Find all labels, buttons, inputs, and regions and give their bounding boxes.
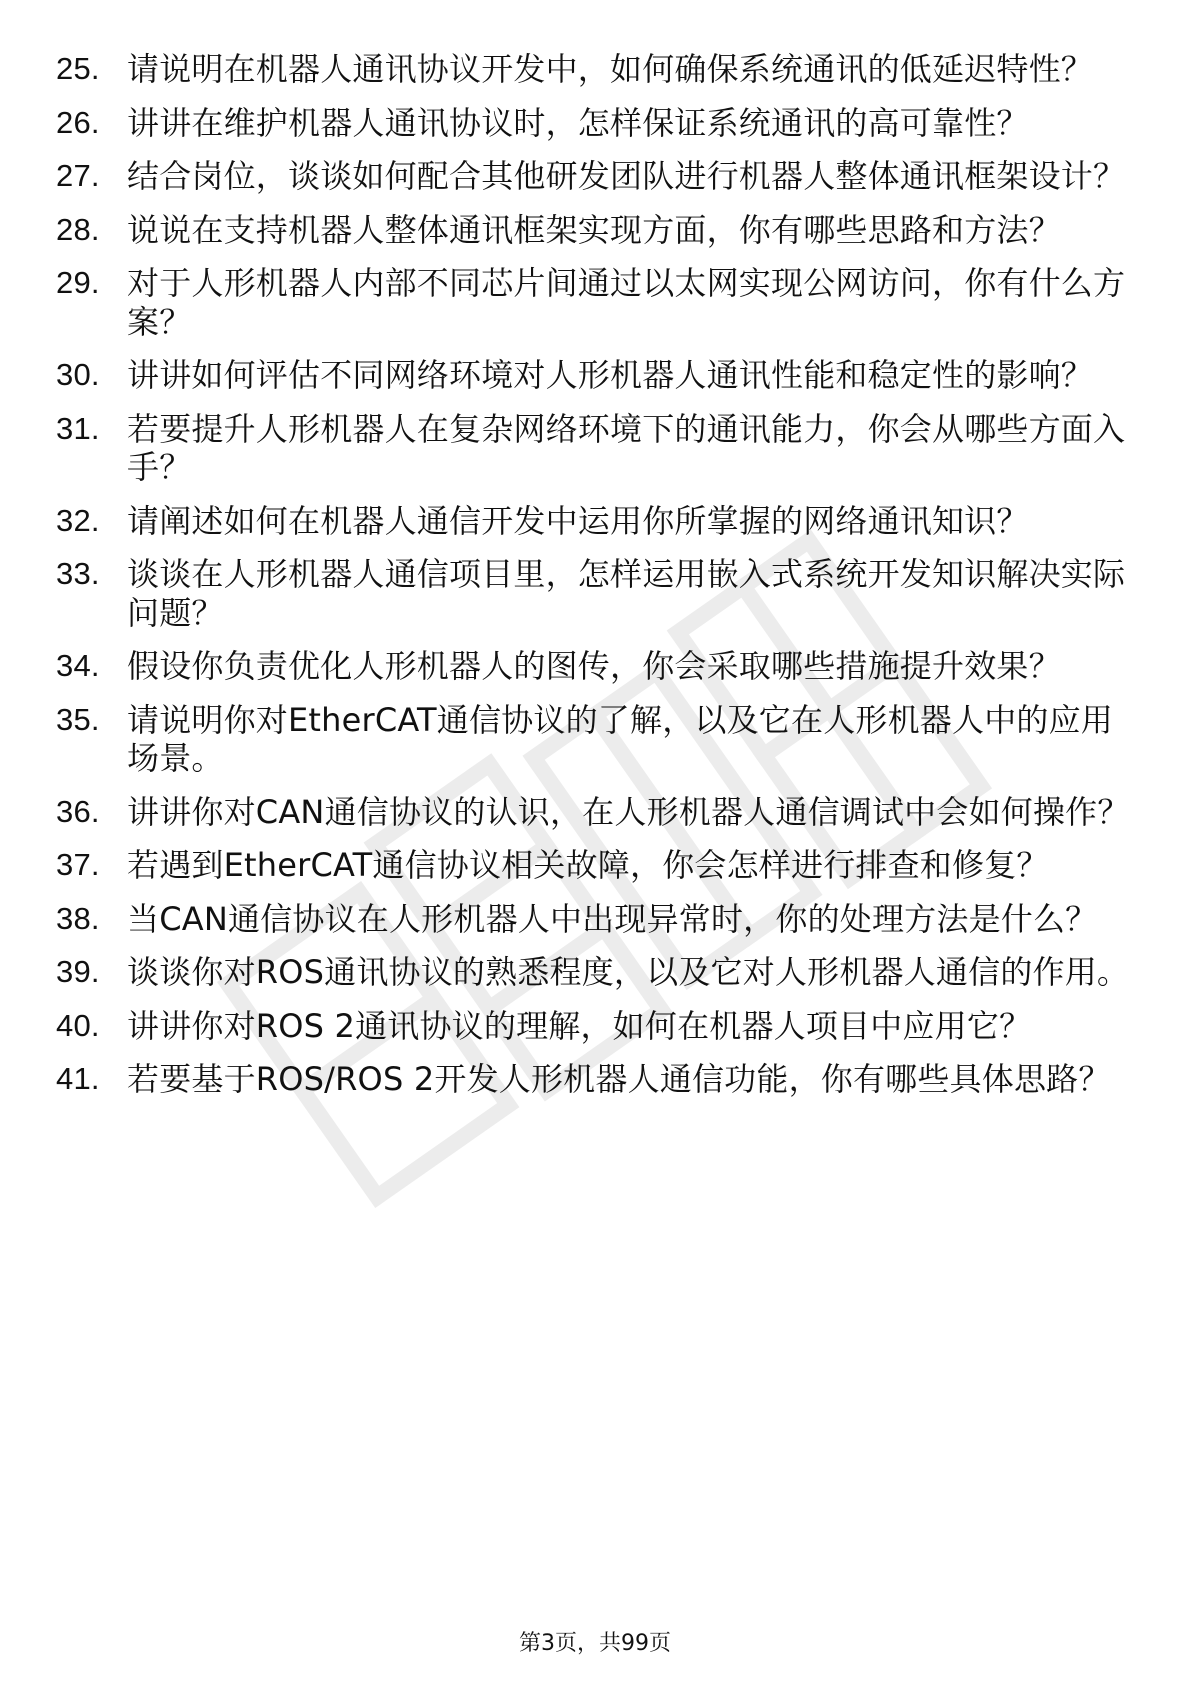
question-text: 当CAN通信协议在人形机器人中出现异常时，你的处理方法是什么？ [127,899,1098,938]
question-text: 讲讲你对CAN通信协议的认识，在人形机器人通信调试中会如何操作？ [127,792,1130,831]
question-item [0,555,1190,632]
question-list [0,50,1190,1114]
question-text: 若要提升人形机器人在复杂网络环境下的通讯能力，你会从哪些方面入手？ [127,409,1126,486]
question-number: 41. [56,1061,100,1096]
question-text: 请说明在机器人通讯协议开发中，如何确保系统通讯的低延迟特性？ [127,50,1094,88]
question-item [0,846,1190,885]
question-item [0,793,1190,832]
question-number: 25. [56,51,100,86]
question-item [0,104,1190,143]
question-item [0,157,1190,196]
question-text: 讲讲在维护机器人通讯协议时，怎样保证系统通讯的高可靠性？ [127,103,1029,142]
question-text: 若要基于ROS/ROS 2开发人形机器人通信功能，你有哪些具体思路？ [127,1060,1111,1098]
question-text: 请阐述如何在机器人通信开发中运用你所掌握的网络通讯知识？ [127,501,1029,540]
question-number: 32. [56,502,100,538]
question-number: 33. [56,556,100,591]
question-item [0,356,1190,395]
question-number: 38. [56,900,100,936]
question-text: 说说在支持机器人整体通讯框架实现方面，你有哪些思路和方法？ [127,210,1061,249]
question-number: 35. [56,701,100,737]
page-number-label: 第3页，共99页 [519,1631,671,1656]
question-text: 请说明你对EtherCAT通信协议的了解，以及它在人形机器人中的应用场景。 [127,700,1113,777]
question-number: 40. [56,1007,100,1043]
question-item [0,50,1190,89]
question-number: 36. [56,793,100,829]
question-number: 28. [56,211,100,247]
question-item [0,900,1190,939]
question-item [0,701,1190,778]
question-item [0,502,1190,541]
question-number: 31. [56,410,100,446]
question-text: 讲讲如何评估不同网络环境对人形机器人通讯性能和稳定性的影响？ [127,356,1094,394]
question-text: 若遇到EtherCAT通信协议相关故障，你会怎样进行排查和修复？ [127,846,1049,884]
question-item [0,953,1190,992]
question-number: 29. [56,265,100,300]
question-text: 结合岗位，谈谈如何配合其他研发团队进行机器人整体通讯框架设计？ [127,157,1126,195]
question-item [0,1007,1190,1046]
page-footer [0,1626,1190,1657]
question-text: 对于人形机器人内部不同芯片间通过以太网实现公网访问，你有什么方案？ [127,264,1126,341]
question-text: 谈谈在人形机器人通信项目里，怎样运用嵌入式系统开发知识解决实际问题？ [127,555,1126,632]
question-number: 30. [56,357,100,392]
question-text: 讲讲你对ROS 2通讯协议的理解，如何在机器人项目中应用它？ [127,1006,1032,1045]
question-item [0,264,1190,341]
question-number: 27. [56,158,100,193]
question-item [0,211,1190,250]
question-item [0,647,1190,686]
question-number: 37. [56,847,100,882]
question-number: 39. [56,954,100,989]
question-number: 34. [56,648,100,683]
question-item [0,410,1190,487]
question-text: 假设你负责优化人形机器人的图传，你会采取哪些措施提升效果？ [127,647,1061,685]
question-item [0,1060,1190,1099]
question-number: 26. [56,104,100,140]
question-text: 谈谈你对ROS通讯协议的熟悉程度，以及它对人形机器人通信的作用。 [127,953,1130,991]
